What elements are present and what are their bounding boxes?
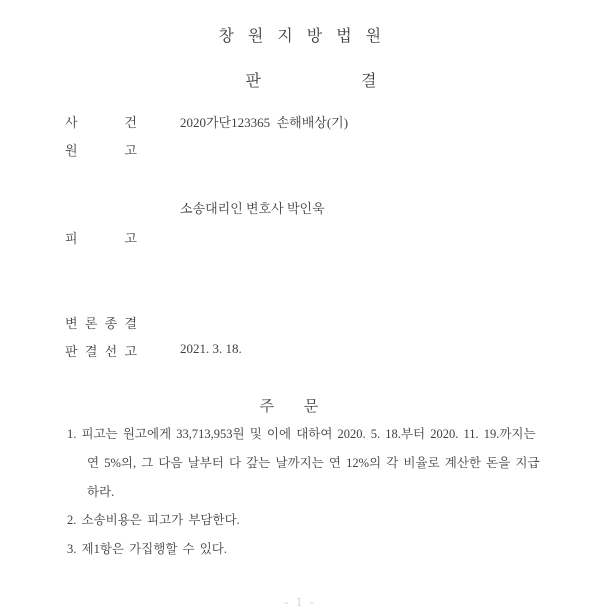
attorney-line: 소송대리인 변호사 박인욱 — [180, 201, 325, 216]
judgment-date-value: 2021. 3. 18. — [180, 341, 242, 356]
defendant-label: 피 고 — [65, 231, 137, 246]
order-section-heading: 주 문 — [259, 399, 319, 415]
order-item-2: 2. 소송비용은 피고가 부담한다. — [67, 513, 240, 527]
judgment-date-label: 판 결 선 고 — [65, 344, 137, 359]
order-item-1-line-2: 연 5%의, 그 다음 날부터 다 갚는 날까지는 연 12%의 각 비율로 계산한 돈을 지급 — [87, 456, 540, 470]
case-number-value: 2020가단123365 손해배상(기) — [180, 115, 349, 130]
case-number-label: 사 건 — [65, 115, 137, 130]
order-item-1-line-3: 하라. — [87, 485, 115, 499]
order-item-3: 3. 제1항은 가집행할 수 있다. — [67, 542, 228, 556]
order-item-1-line-1: 1. 피고는 원고에게 33,713,953원 및 이에 대하여 2020. 5. 18.부터 2020. 11. 19.까지는 — [67, 427, 536, 441]
document-type-title: 판 결 — [245, 73, 377, 90]
plaintiff-label: 원 고 — [65, 143, 137, 158]
court-name: 창 원 지 방 법 원 — [218, 28, 382, 45]
hearing-closed-label: 변 론 종 결 — [65, 316, 137, 331]
page-number-partial: - 1 - — [284, 594, 316, 609]
